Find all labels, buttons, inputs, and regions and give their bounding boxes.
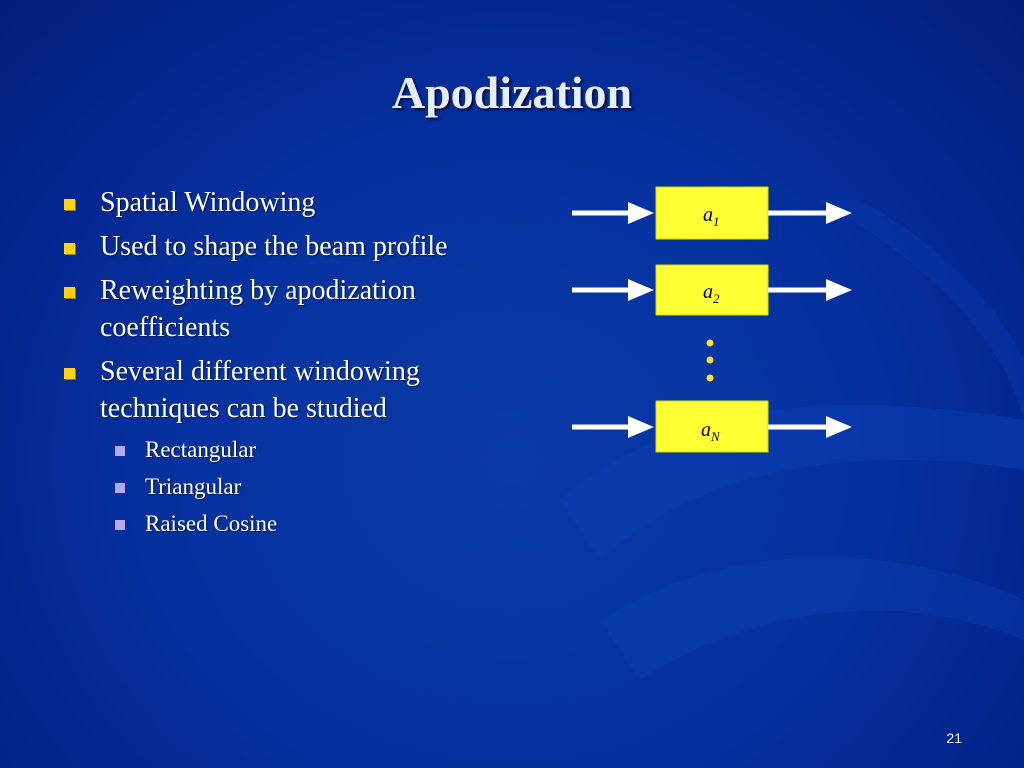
slide-title: Apodization xyxy=(391,67,633,118)
vertical-ellipsis-icon xyxy=(707,340,714,382)
input-arrow-head-icon xyxy=(628,202,654,224)
bullet-text: Spatial Windowing xyxy=(100,187,316,218)
output-arrow-head-icon xyxy=(826,279,852,301)
bullet-text: Used to shape the beam profile xyxy=(100,231,448,262)
diagram-row-2 xyxy=(572,265,852,315)
page-number: 21 xyxy=(946,730,962,746)
input-arrow-head-icon xyxy=(628,416,654,438)
sub-bullet-text: Rectangular xyxy=(145,437,257,462)
input-arrow-head-icon xyxy=(628,279,654,301)
coefficient-box-n xyxy=(656,401,768,452)
output-arrow-head-icon xyxy=(826,416,852,438)
sub-bullet-text: Triangular xyxy=(145,474,242,499)
coefficient-label-1: $a_1$ xyxy=(703,204,720,229)
output-arrow-head-icon xyxy=(826,202,852,224)
bullet-text: Several different windowing techniques can be studied xyxy=(100,356,420,424)
coefficient-label-2: $a_2$ xyxy=(703,281,720,306)
bullet-text: Reweighting by apodization coefficients xyxy=(100,275,416,343)
diagram-row-1 xyxy=(572,187,852,239)
diagram-row-n xyxy=(572,401,852,452)
sub-bullet-text: Raised Cosine xyxy=(145,511,278,536)
coefficient-label-n: $a_N$ xyxy=(701,419,720,444)
